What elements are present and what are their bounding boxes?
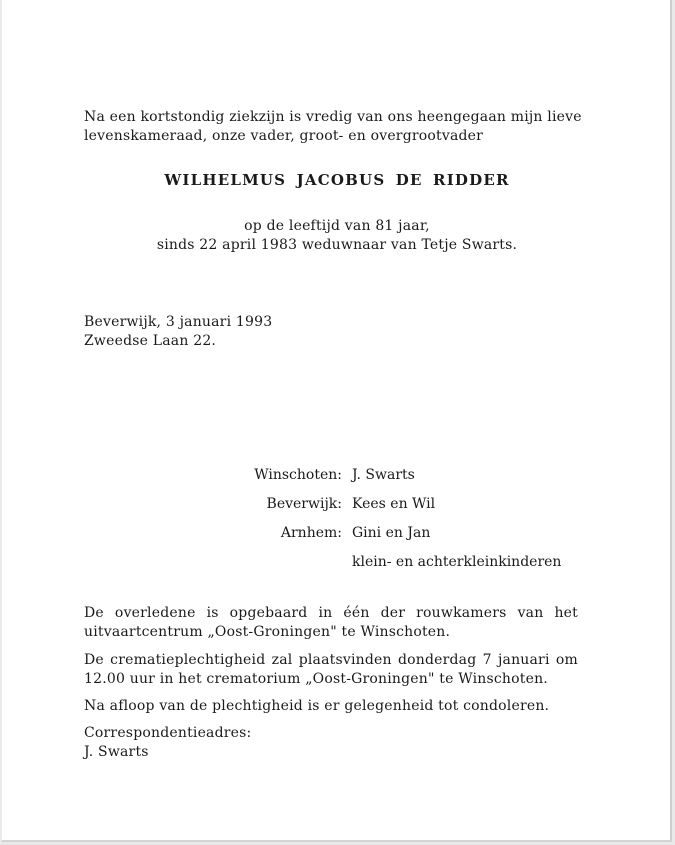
age-block — [2, 217, 672, 255]
deceased-name: WILHELMUS JACOBUS DE RIDDER — [164, 171, 510, 189]
family-city: Beverwijk: — [266, 496, 342, 512]
home-address: Zweedse Laan 22. — [84, 333, 217, 349]
family-names: J. Swarts — [352, 467, 415, 483]
intro-line-1: Na een kortstondig ziekzijn is vredig van ons heengegaan mijn lieve — [84, 109, 582, 125]
laid-out-line-1: De overledene is opgebaard in één der rouwkamers van het — [84, 605, 578, 621]
mourning-card — [2, 0, 672, 842]
family-city: Winschoten: — [254, 467, 342, 483]
place-date-block — [84, 313, 272, 351]
laid-out-line-2: uitvaartcentrum „Oost-Groningen" te Winschoten. — [84, 624, 451, 640]
intro-text — [84, 108, 582, 146]
place-date: Beverwijk, 3 januari 1993 — [84, 314, 273, 330]
cremation-line-2: 12.00 uur in het crematorium „Oost-Groningen" te Winschoten. — [84, 671, 548, 687]
family-names: klein- en achterkleinkinderen — [352, 554, 562, 570]
correspondence-label: Correspondentieadres: — [84, 725, 252, 741]
family-names: Gini en Jan — [352, 525, 431, 541]
condolence-line: Na afloop van de plechtigheid is er gelegenheid tot condoleren. — [84, 698, 550, 714]
family-names: Kees en Wil — [352, 496, 436, 512]
cremation-line-1: De crematieplechtigheid zal plaatsvinden donderdag 7 januari om — [84, 652, 578, 668]
correspondence-name: J. Swarts — [84, 744, 149, 760]
age-line: op de leeftijd van 81 jaar, — [244, 218, 430, 234]
widower-line: sinds 22 april 1983 weduwnaar van Tetje Swarts. — [156, 237, 518, 253]
family-city: Arnhem: — [280, 525, 342, 541]
intro-line-2: levenskameraad, onze vader, groot- en overgrootvader — [84, 128, 484, 144]
